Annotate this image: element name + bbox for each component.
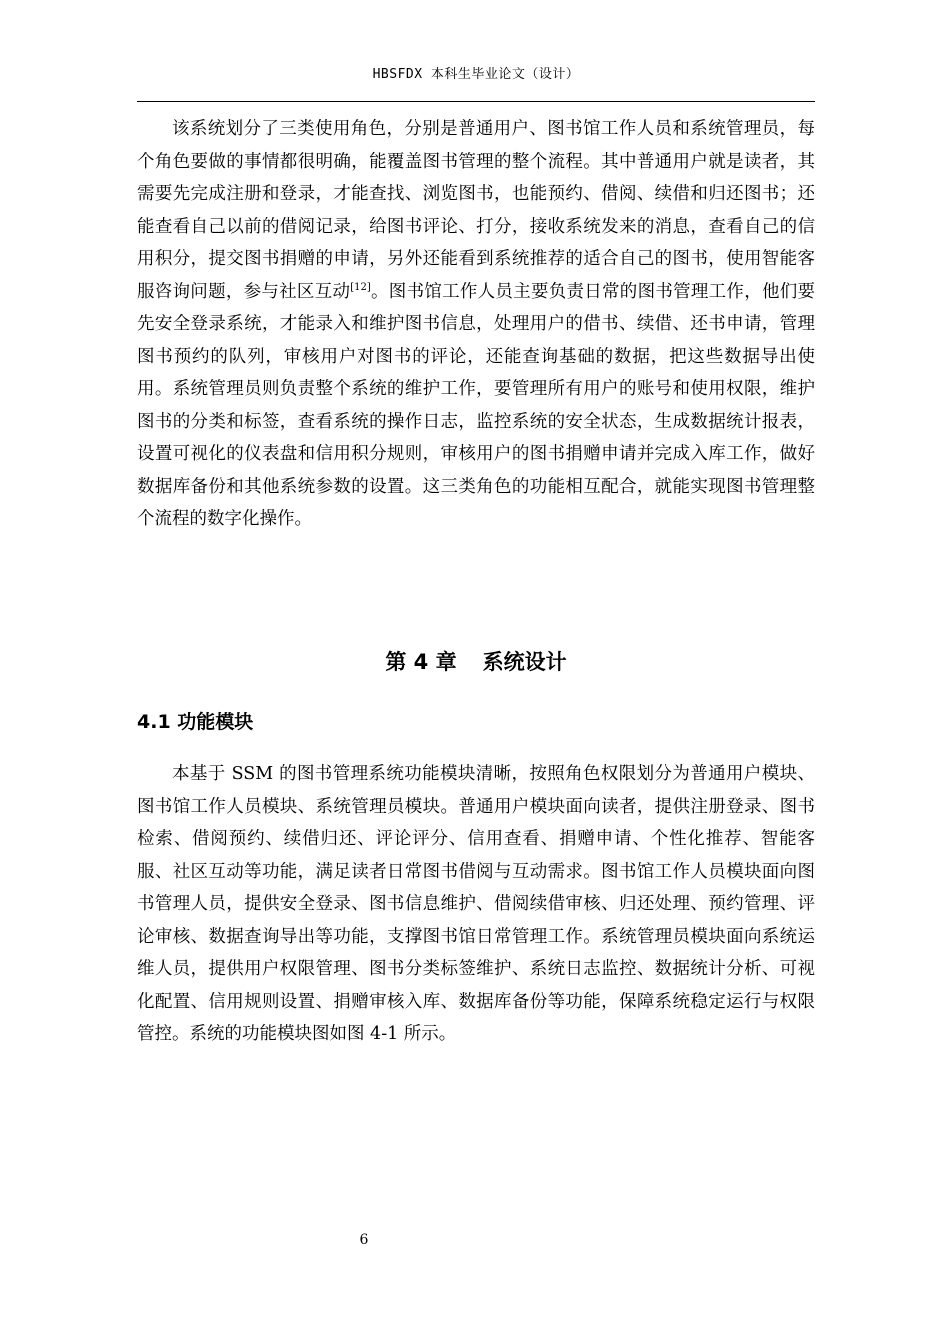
page-number: 6 xyxy=(359,1232,369,1248)
chapter-name: 系统设计 xyxy=(482,650,567,674)
header-rule xyxy=(137,101,815,102)
citation-reference: [12] xyxy=(350,281,371,293)
body-paragraph-modules: 本基于 SSM 的图书管理系统功能模块清晰，按照角色权限划分为普通用户模块、图书馆工作人员模块、系统管理员模块。普通用户模块面向读者，提供注册登录、图书检索、借阅预约、续借归还、评论评分、信用查看、捐赠申请、个性化推荐、智能客服、社区互动等功能，满足读者日常图书借阅与互动需求。图书馆工作人员模块面向图书管理人员，提供安全登录、图书信息维护、借阅续借审核、归还处理、预约管理、评论审核、数据查询导出等功能，支撑图书馆日常管理工作。系统管理员模块面向系统运维人员，提供用户权限管理、图书分类标签维护、系统日志监控、数据统计分析、可视化配置、信用规则设置、捐赠审核入库、数据库备份等功能，保障系统稳定运行与权限管控。系统的功能模块图如图 4-1 所示。 xyxy=(137,764,815,1044)
chapter-number: 第 4 章 xyxy=(385,650,457,674)
chapter-title xyxy=(137,644,815,680)
section-heading: 4.1 功能模块 xyxy=(137,711,254,733)
paragraph-text-continued: 。图书馆工作人员主要负责日常的图书管理工作，他们要先安全登录系统，才能录入和维护图书信息，处理用户的借书、续借、还书申请，管理图书预约的队列，审核用户对图书的评论，还能查询基础的数据，把这些数据导出使用。系统管理员则负责整个系统的维护工作，要管理所有用户的账号和使用权限，维护图书的分类和标签，查看系统的操作日志，监控系统的安全状态，生成数据统计报表，设置可视化的仪表盘和信用积分规则，审核用户的图书捐赠申请并完成入库工作，做好数据库备份和其他系统参数的设置。这三类角色的功能相互配合，就能实现图书管理整个流程的数字化操作。 xyxy=(137,281,815,529)
running-header: HBSFDX 本科生毕业论文（设计） xyxy=(372,67,580,82)
paragraph-text: 该系统划分了三类使用角色，分别是普通用户、图书馆工作人员和系统管理员，每个角色要做的事情都很明确，能覆盖图书管理的整个流程。其中普通用户就是读者，其需要先完成注册和登录，才能查找、浏览图书，也能预约、借阅、续借和归还图书；还能查看自己以前的借阅记录，给图书评论、打分，接收系统发来的消息，查看自己的信用积分，提交图书捐赠的申请，另外还能看到系统推荐的适合自己的图书，使用智能客服咨询问题，参与社区互动 xyxy=(137,119,815,302)
body-paragraph-roles xyxy=(137,113,815,536)
